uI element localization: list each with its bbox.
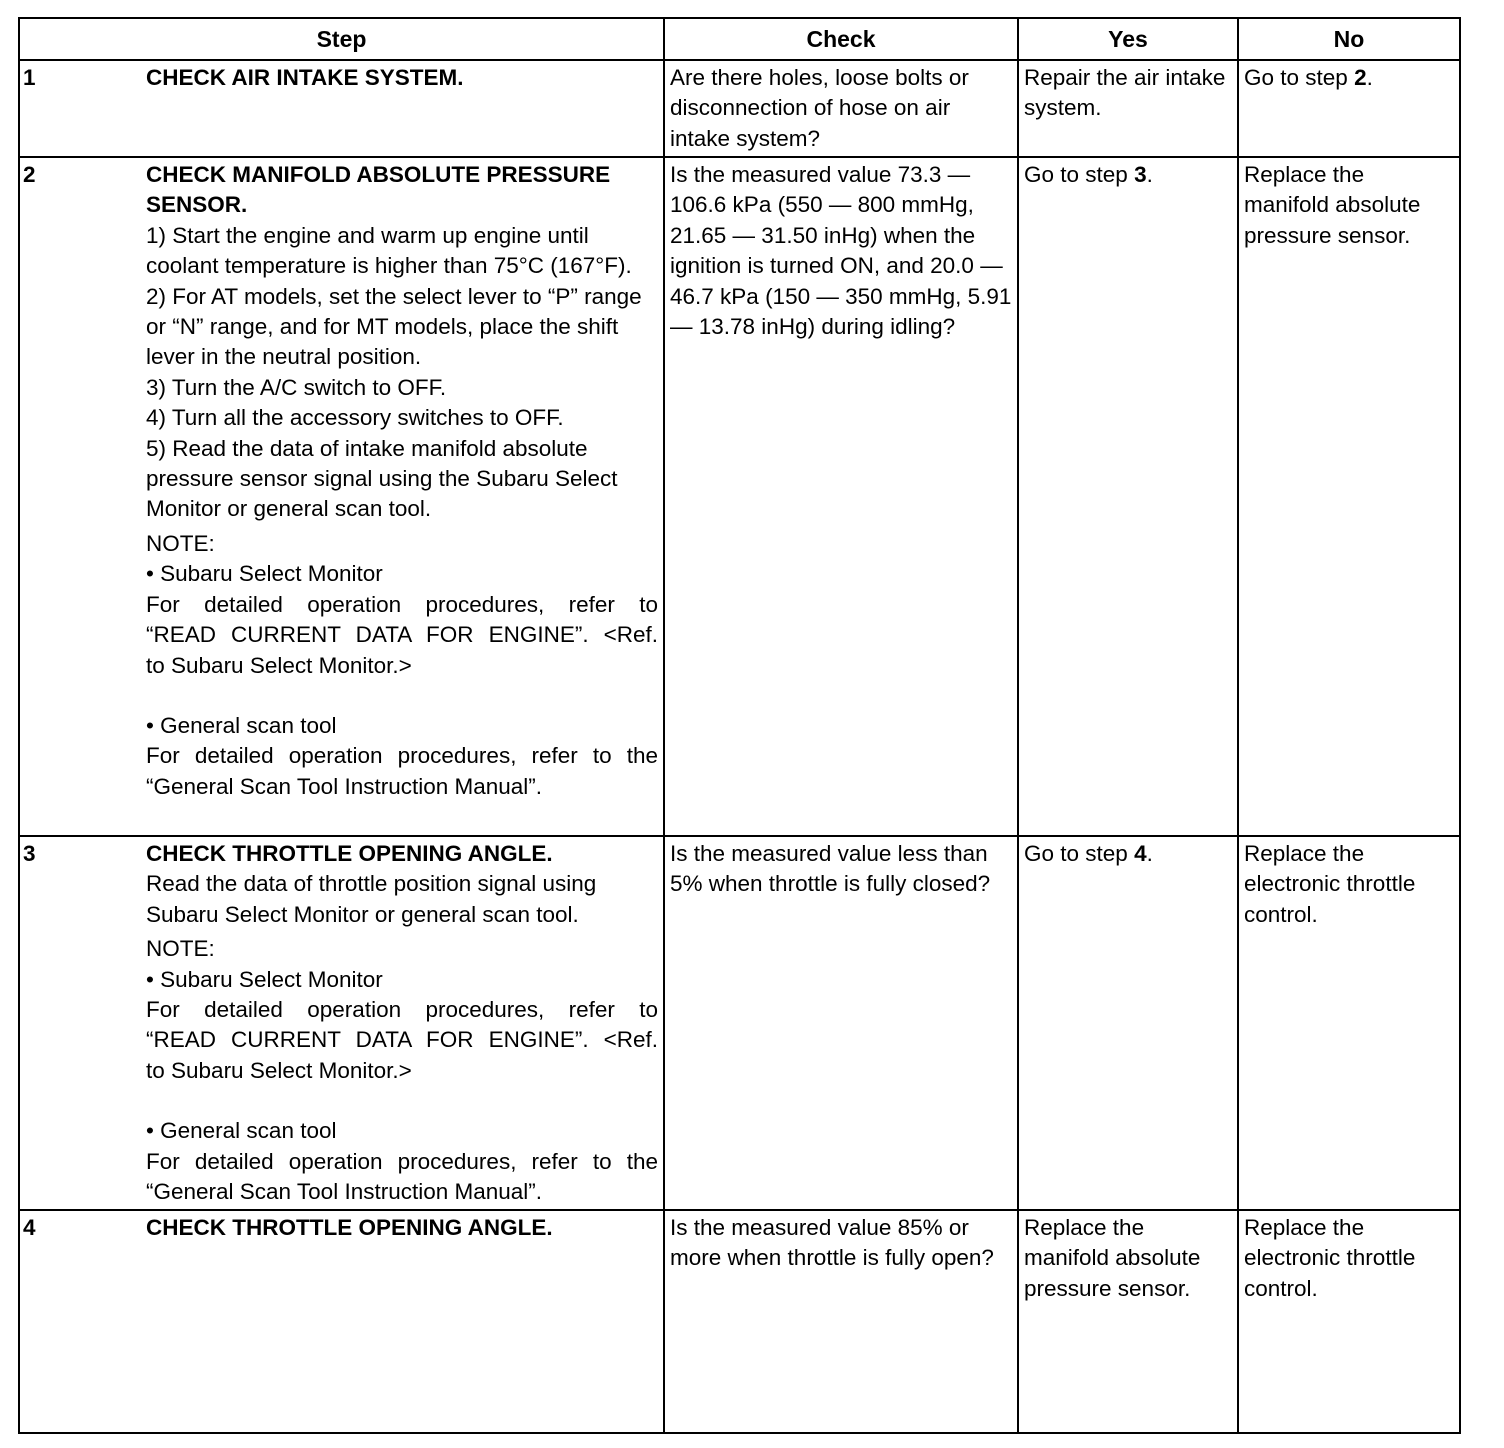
check-text: Is the measured value less than 5% when throttle is fully closed?: [670, 841, 991, 897]
step-ref: 3: [1134, 162, 1147, 187]
yes-cell-2: [1018, 157, 1238, 836]
no-cell-1: [1238, 60, 1460, 157]
yes-cell-1: [1018, 60, 1238, 157]
no-text: Replace the manifold absolute pressure sensor.: [1244, 162, 1421, 248]
table-row-3: [19, 836, 1460, 1210]
step-cell-2: [19, 157, 664, 836]
step-number: 4: [23, 1215, 36, 1240]
yes-cell-4: [1018, 1210, 1238, 1433]
note-label: NOTE:: [146, 936, 215, 962]
check-text: Is the measured value 73.3 — 106.6 kPa (550 — 800 mmHg, 21.65 — 31.50 inHg) when the ignition is turned ON, and 20.0 — 46.7 kPa (150 — 350 mmHg, 5.91 — 13.78 inHg) during idling?: [670, 162, 1012, 340]
check-cell-2: [664, 157, 1018, 836]
note-text: For detailed operation procedures, refer to the: [146, 743, 658, 769]
step-title: CHECK AIR INTAKE SYSTEM.: [146, 65, 464, 90]
diagnostic-table: [18, 17, 1461, 1434]
table-row-1: [19, 60, 1460, 157]
header-yes: Yes: [1018, 18, 1238, 60]
no-cell-4: [1238, 1210, 1460, 1433]
table-row-2: [19, 157, 1460, 836]
bullet-scan-tool: • General scan tool: [146, 1118, 337, 1144]
step-ref: 2: [1354, 65, 1367, 90]
step-cell-1: [19, 60, 664, 157]
check-cell-4: [664, 1210, 1018, 1433]
procedure-text: Read the data of throttle position signal using Subaru Select Monitor or general scan tool.: [146, 871, 597, 927]
step-title: CHECK THROTTLE OPENING ANGLE.: [146, 841, 553, 866]
bullet-select-monitor: • Subaru Select Monitor: [146, 966, 383, 992]
step-number: 1: [23, 65, 36, 90]
procedure-step-3: 3) Turn the A/C switch to OFF.: [146, 374, 447, 400]
header-check: Check: [664, 18, 1018, 60]
step-title: CHECK MANIFOLD ABSOLUTE PRESSURE SENSOR.: [146, 162, 611, 218]
header-no: No: [1238, 18, 1460, 60]
yes-text: Replace the manifold absolute pressure sensor.: [1024, 1215, 1201, 1301]
procedure-step-5: 5) Read the data of intake manifold absolute pressure sensor signal using the Subaru Select Monitor or general scan tool.: [146, 435, 618, 522]
no-text: Replace the electronic throttle control.: [1244, 1215, 1416, 1301]
step-number: 2: [23, 162, 36, 187]
no-cell-3: [1238, 836, 1460, 1210]
step-cell-3: [19, 836, 664, 1210]
header-step: Step: [19, 18, 664, 60]
step-cell-4: [19, 1210, 664, 1433]
header-row: [19, 18, 1460, 60]
step-number: 3: [23, 841, 36, 866]
note-text: “READ CURRENT DATA FOR ENGINE”. <Ref.: [146, 622, 658, 648]
procedure-step-4: 4) Turn all the accessory switches to OFF.: [146, 405, 564, 431]
bullet-select-monitor: • Subaru Select Monitor: [146, 561, 383, 587]
yes-text: Go to step 4.: [1024, 841, 1153, 866]
note-text: For detailed operation procedures, refer to: [146, 591, 658, 617]
note-text: to Subaru Select Monitor.>: [146, 1057, 412, 1083]
check-text: Are there holes, loose bolts or disconnection of hose on air intake system?: [670, 65, 969, 151]
note-text: For detailed operation procedures, refer to the: [146, 1148, 658, 1174]
table-row-4: [19, 1210, 1460, 1433]
note-text: to Subaru Select Monitor.>: [146, 652, 412, 678]
note-text: “General Scan Tool Instruction Manual”.: [146, 773, 543, 799]
procedure-step-2: 2) For AT models, set the select lever to “P” range or “N” range, and for MT models, place the shift lever in the neutral position.: [146, 283, 642, 370]
no-text: Go to step 2.: [1244, 65, 1373, 90]
note-text: “General Scan Tool Instruction Manual”.: [146, 1179, 543, 1205]
no-cell-2: [1238, 157, 1460, 836]
note-text: “READ CURRENT DATA FOR ENGINE”. <Ref.: [146, 1027, 658, 1053]
yes-text: Repair the air intake system.: [1024, 65, 1226, 121]
check-text: Is the measured value 85% or more when throttle is fully open?: [670, 1215, 994, 1271]
step-title: CHECK THROTTLE OPENING ANGLE.: [146, 1215, 553, 1240]
note-label: NOTE:: [146, 530, 215, 556]
check-cell-1: [664, 60, 1018, 157]
step-ref: 4: [1134, 841, 1147, 866]
check-cell-3: [664, 836, 1018, 1210]
bullet-scan-tool: • General scan tool: [146, 712, 337, 738]
yes-cell-3: [1018, 836, 1238, 1210]
yes-text: Go to step 3.: [1024, 162, 1153, 187]
procedure-step-1: 1) Start the engine and warm up engine until coolant temperature is higher than 75°C (167°F).: [146, 222, 632, 279]
no-text: Replace the electronic throttle control.: [1244, 841, 1416, 927]
note-text: For detailed operation procedures, refer to: [146, 997, 658, 1023]
